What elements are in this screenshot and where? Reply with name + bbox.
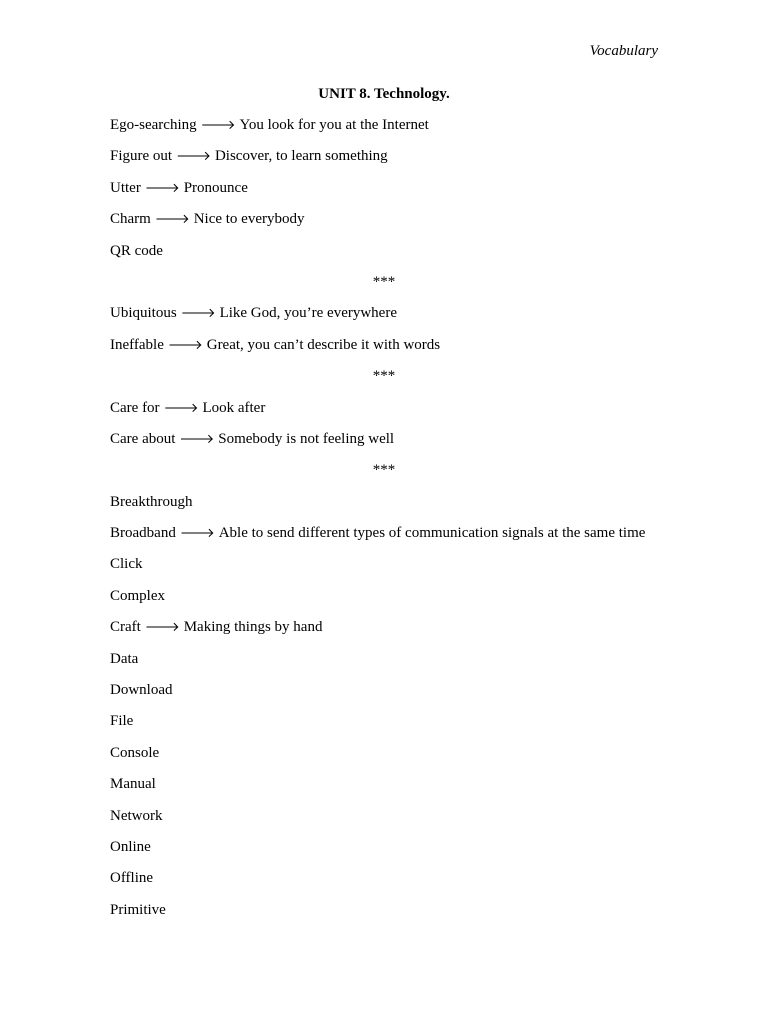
vocabulary-entry: [110, 147, 670, 178]
arrow-right-icon: 🡒: [200, 118, 236, 133]
vocabulary-entry: [110, 242, 670, 273]
vocabulary-entry: [110, 901, 670, 932]
vocabulary-entry: [110, 681, 670, 712]
vocabulary-term: Primitive: [110, 901, 166, 918]
vocabulary-term: File: [110, 713, 134, 730]
vocabulary-entry: [110, 304, 670, 335]
page-header: Vocabulary: [589, 43, 658, 59]
arrow-right-icon: 🡒: [154, 212, 190, 228]
arrow-right-icon: 🡒: [176, 149, 211, 165]
vocabulary-term: Console: [110, 744, 160, 761]
vocabulary-definition: Look after: [202, 399, 266, 416]
vocabulary-entry: [110, 618, 670, 649]
arrow-right-icon: 🡒: [179, 526, 215, 542]
vocabulary-entry: [110, 399, 670, 430]
vocabulary-entry: [110, 493, 670, 524]
vocabulary-definition: Like God, you’re everywhere: [219, 305, 397, 322]
arrow-right-icon: 🡒: [180, 306, 216, 322]
vocabulary-term: Online: [110, 838, 151, 855]
arrow-right-icon: 🡒: [144, 620, 180, 636]
vocabulary-term: Complex: [110, 587, 165, 604]
arrow-right-icon: 🡒: [163, 400, 199, 416]
vocabulary-entry: [110, 116, 670, 147]
vocabulary-term: Care about: [110, 430, 176, 447]
vocabulary-definition: Pronounce: [183, 179, 248, 196]
vocabulary-term: Ego-searching: [110, 117, 197, 133]
vocabulary-term: Breakthrough: [110, 493, 193, 510]
vocabulary-definition: Discover, to learn something: [214, 148, 388, 165]
vocabulary-entry: [110, 775, 670, 806]
vocabulary-term: Utter: [110, 179, 141, 196]
vocabulary-definition: Nice to everybody: [193, 211, 305, 228]
vocabulary-entry: [110, 712, 670, 743]
vocabulary-term: Charm: [110, 211, 151, 228]
vocabulary-definition: You look for you at the Internet: [239, 117, 429, 133]
vocabulary-entry: [110, 587, 670, 618]
vocabulary-entry: [110, 838, 670, 869]
vocabulary-entry: [110, 179, 670, 210]
vocabulary-term: Click: [110, 556, 143, 573]
vocabulary-term: Craft: [110, 619, 141, 636]
vocabulary-list: [110, 116, 670, 932]
vocabulary-entry: [110, 524, 670, 555]
arrow-right-icon: 🡒: [167, 337, 203, 353]
vocabulary-definition: Able to send different types of communication signals at the same time: [218, 525, 646, 542]
arrow-right-icon: 🡒: [179, 431, 215, 447]
vocabulary-definition: Great, you can’t describe it with words: [206, 336, 441, 353]
arrow-right-icon: 🡒: [144, 180, 180, 196]
vocabulary-entry: [110, 869, 670, 900]
section-separator: ***: [372, 273, 396, 290]
vocabulary-entry: [110, 744, 670, 775]
vocabulary-entry: [110, 650, 670, 681]
vocabulary-definition: Somebody is not feeling well: [218, 430, 395, 447]
page-title: UNIT 8. Technology.: [318, 86, 450, 102]
section-separator: ***: [372, 368, 396, 385]
vocabulary-term: Download: [110, 682, 173, 699]
vocabulary-definition: Making things by hand: [183, 619, 323, 636]
vocabulary-entry: [110, 555, 670, 586]
vocabulary-entry: [110, 430, 670, 461]
vocabulary-term: Offline: [110, 870, 154, 887]
vocabulary-term: Data: [110, 650, 139, 667]
vocabulary-term: Manual: [110, 776, 156, 793]
vocabulary-term: Ubiquitous: [110, 305, 177, 322]
vocabulary-entry: [110, 336, 670, 367]
vocabulary-entry: [110, 210, 670, 241]
section-separator: ***: [372, 462, 396, 479]
vocabulary-term: Network: [110, 807, 163, 824]
vocabulary-term: Care for: [110, 399, 160, 416]
vocabulary-term: Ineffable: [110, 336, 164, 353]
vocabulary-term: QR code: [110, 242, 163, 259]
vocabulary-entry: [110, 807, 670, 838]
vocabulary-term: Broadband: [110, 525, 176, 542]
vocabulary-term: Figure out: [110, 148, 173, 165]
